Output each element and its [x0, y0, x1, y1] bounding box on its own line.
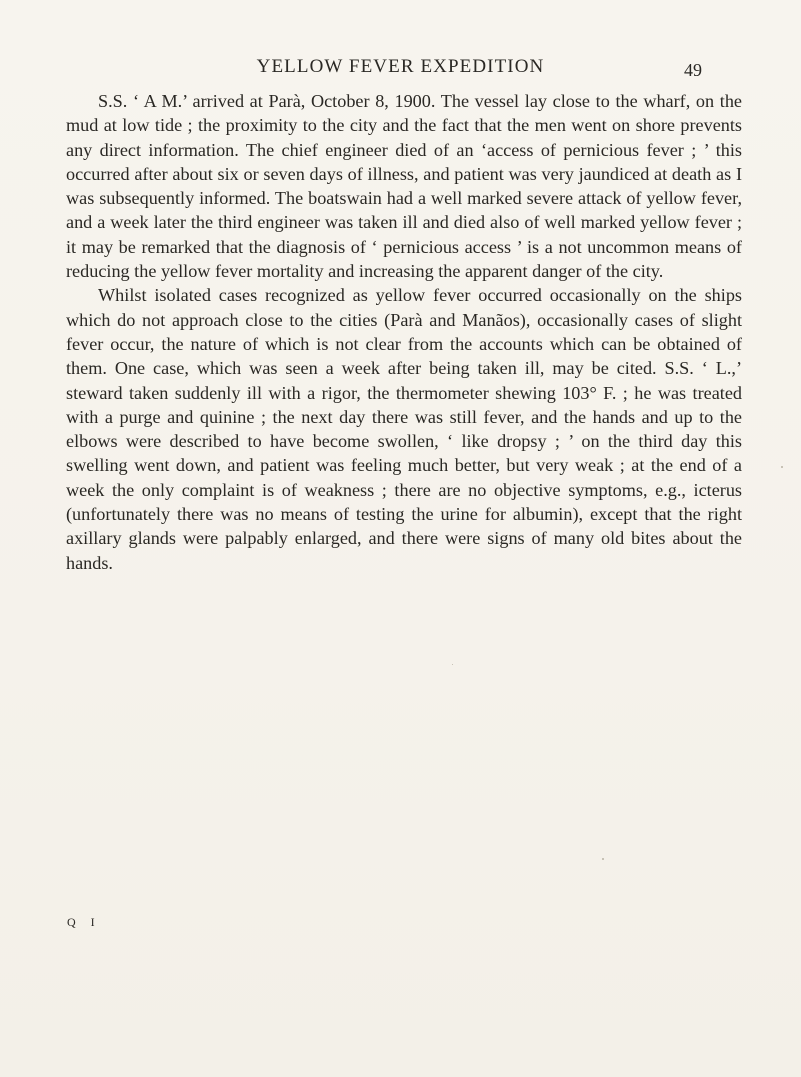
- paragraph-2: Whilst isolated cases recognized as yellow fever occurred occasionally on the ships which do not approach close to the cities (Parà and Manãos), occasionally cases of slight fever occur, the nature of which is not clear from the accounts which can be obtained of them. One case, which was seen a week after being taken ill, may be cited. S.S. ‘ L.,’ steward taken suddenly ill with a rigor, the thermometer shewing 103° F. ; he was treated with a purge and quinine ; the next day there was still fever, and the hands and up to the elbows were described to have become swollen, ‘ like dropsy ; ’ on the third day this swelling went down, and patient was feeling much better, but very weak ; at the end of a week the only complaint is of weakness ; there are no objective symptoms, e.g., icterus (unfortunately there was no means of testing the urine for albumin), except that the right axillary glands were palpably enlarged, and there were signs of many old bites about the hands.: [66, 285, 742, 573]
- paragraph-1: S.S. ‘ A M.’ arrived at Parà, October 8, 1900. The vessel lay close to the wharf, on the mud at low tide ; the proximity to the city and the fact that the men went on shore prevents any direct information. The chief engineer died of an ‘access of pernicious fever ; ’ this occurred after about six or seven days of illness, and patient was very jaundiced at death as I was subsequently informed. The boatswain had a well marked severe attack of yellow fever, and a week later the third engineer was taken ill and died also of well marked yellow fever ; it may be remarked that the diagnosis of ‘ pernicious access ’ is a not uncommon means of reducing the yellow fever mortality and increasing the apparent danger of the city.: [66, 91, 742, 282]
- signature-mark: Q I: [67, 915, 101, 929]
- body-text: [66, 89, 742, 575]
- paper-speck: [602, 858, 604, 860]
- paper-speck: [452, 664, 453, 665]
- page-number: 49: [684, 60, 702, 80]
- running-head: YELLOW FEVER EXPEDITION: [256, 56, 545, 77]
- paper-speck: [781, 466, 783, 468]
